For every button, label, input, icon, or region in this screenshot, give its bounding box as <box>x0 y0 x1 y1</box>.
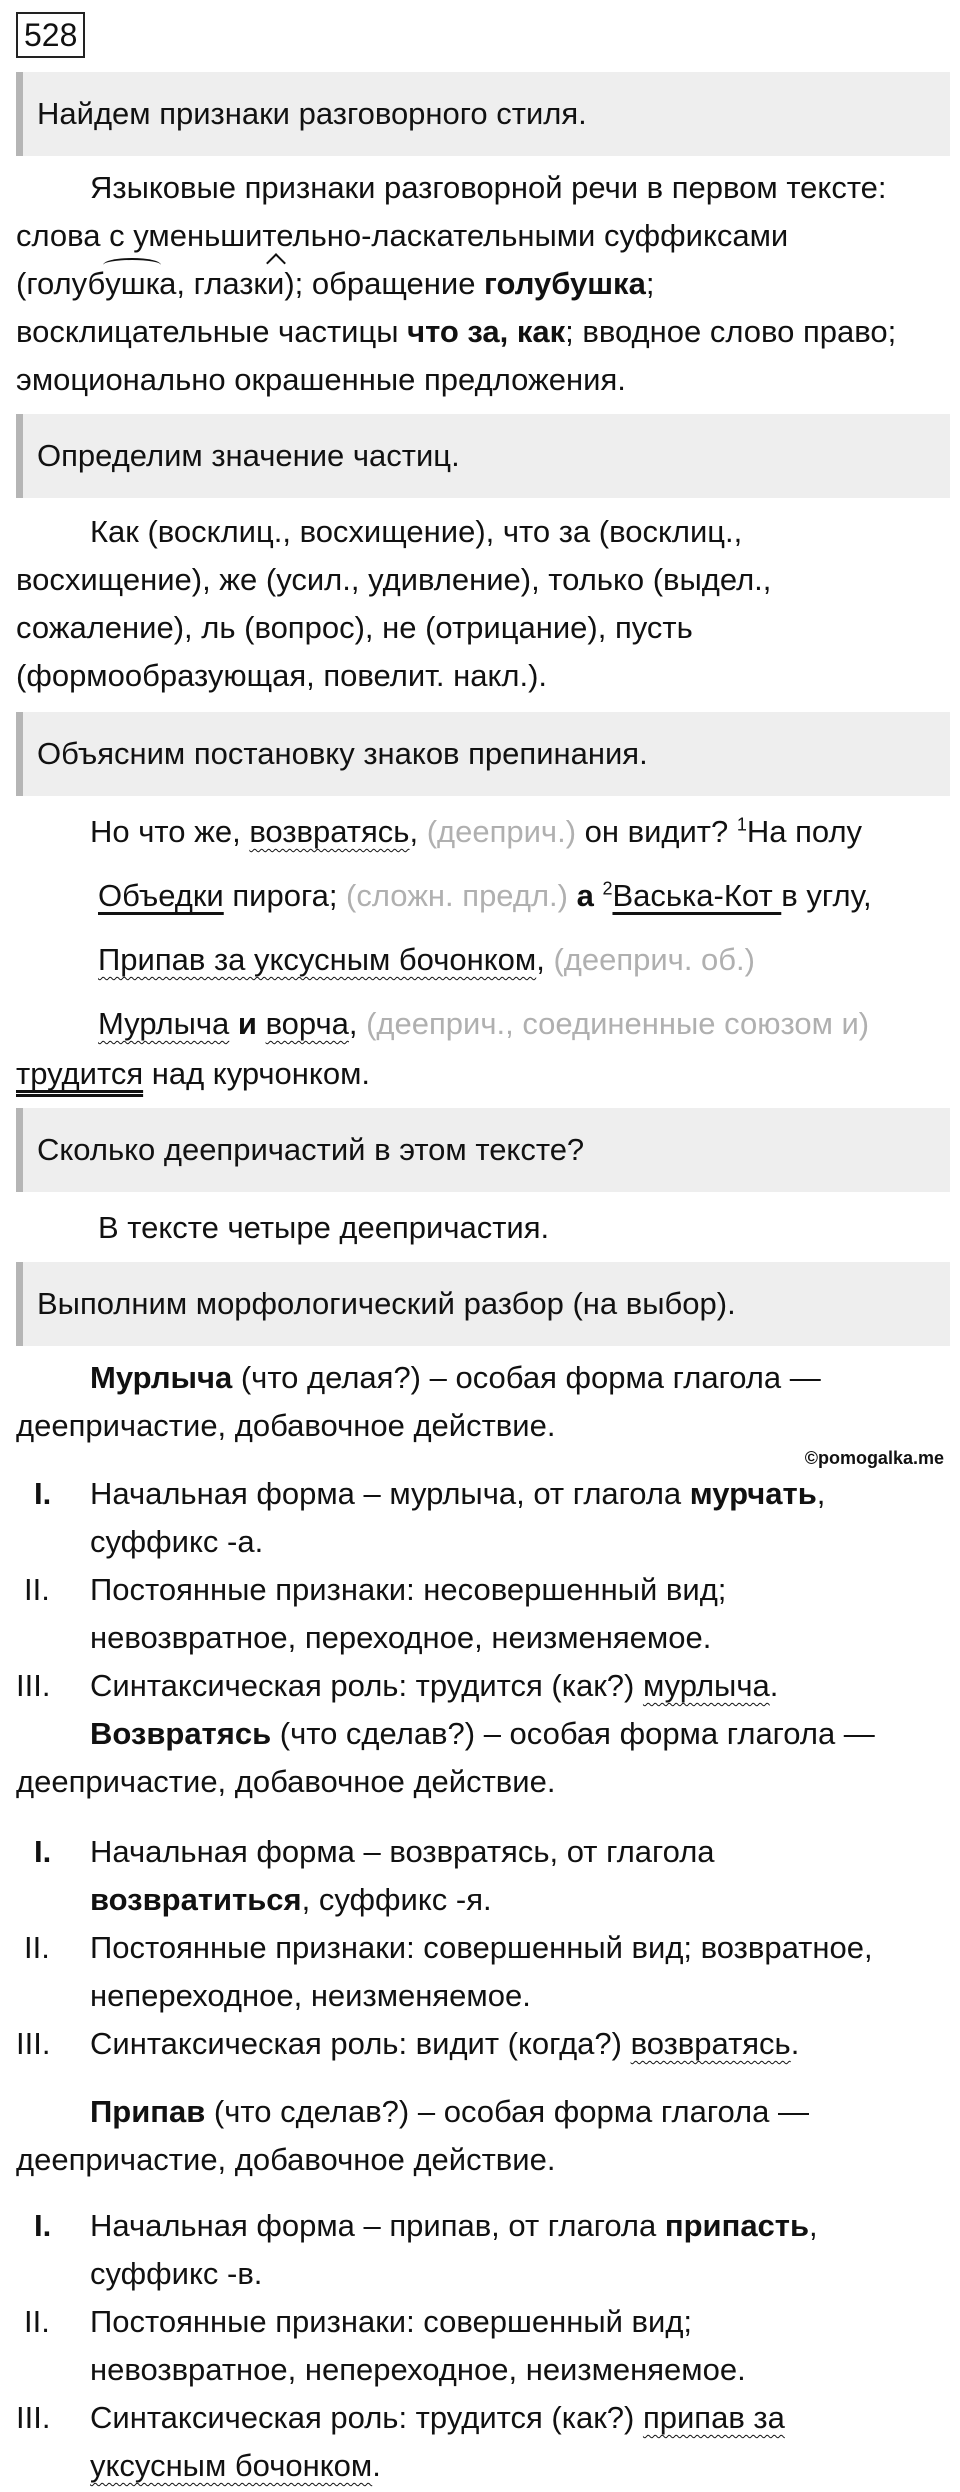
section-header-morphology: Выполним морфологический разбор (на выбор). <box>16 1262 950 1346</box>
section-header-particles: Определим значение частиц. <box>16 414 950 498</box>
text-line: слова с уменьшительно-ласкательными суффиксами <box>16 218 789 253</box>
analysis-pripav-intro <box>16 2088 956 2184</box>
count-answer: В тексте четыре деепричастия. <box>98 1210 550 1245</box>
poem-line-3: Припав за уксусным бочонком, (дееприч. об.) <box>98 942 755 977</box>
analysis-item: III. Синтаксическая роль: трудится (как?) припав за уксусным бочонком. <box>16 2400 785 2483</box>
analysis-item: II. Постоянные признаки: совершенный вид; возвратное, непереходное, неизменяемое. <box>24 1930 873 2013</box>
text-line: эмоционально окрашенные предложения. <box>16 362 626 397</box>
section-header-colloquial-style: Найдем признаки разговорного стиля. <box>16 72 950 156</box>
analysis-item: III. Синтаксическая роль: видит (когда?) возвратясь. <box>16 2026 800 2061</box>
particles-paragraph <box>16 508 956 700</box>
suffix-arc-mark: ушк <box>105 260 159 308</box>
text-line: сожаление), ль (вопрос), не (отрицание), пусть <box>16 610 693 645</box>
colloquial-features-paragraph <box>16 164 956 404</box>
analysis-item: II. Постоянные признаки: совершенный вид; невозвратное, непереходное, неизменяемое. <box>24 2304 746 2387</box>
text-line: Языковые признаки разговорной речи в первом тексте: <box>90 170 887 205</box>
poem-line-2: Объедки пирога; (сложн. предл.) а $^2$Васька-Кот в углу, <box>98 878 872 913</box>
analysis-item: I. Начальная форма – припав, от глагола припасть, суффикс -в. <box>34 2208 818 2291</box>
text-line: деепричастие, добавочное действие. <box>16 1408 556 1443</box>
analysis-item: II. Постоянные признаки: несовершенный вид; невозвратное, переходное, неизменяемое. <box>24 1572 727 1655</box>
text-line: Припав (что сделав?) – особая форма глагола — <box>90 2094 809 2129</box>
text-line: деепричастие, добавочное действие. <box>16 2142 556 2177</box>
analysis-item: I. Начальная форма – возвратясь, от глагола возвратиться, суффикс -я. <box>34 1834 715 1917</box>
analysis-item: III. Синтаксическая роль: трудится (как?) мурлыча. <box>16 1668 779 1703</box>
text-line: Возвратясь (что сделав?) – особая форма глагола — <box>90 1716 875 1751</box>
text-line: восклицательные частицы что за, как; вводное слово право; <box>16 314 897 349</box>
section-header-punctuation: Объясним постановку знаков препинания. <box>16 712 950 796</box>
text-line: деепричастие, добавочное действие. <box>16 1764 556 1799</box>
poem-line-1: Но что же, возвратясь, (дееприч.) он видит? $^1$На полу <box>90 814 863 849</box>
text-line: (формообразующая, повелит. накл.). <box>16 658 548 693</box>
poem-line-5: трудится над курчонком. <box>16 1056 370 1091</box>
analysis-item: I. Начальная форма – мурлыча, от глагола мурчать, суффикс -а. <box>34 1476 826 1559</box>
text-line: Как (восклиц., восхищение), что за (восклиц., <box>90 514 743 549</box>
poem-line-4: Мурлыча и ворча, (дееприч., соединенные союзом и) <box>98 1006 870 1041</box>
exercise-number: 528 <box>16 12 85 58</box>
ending-mark: и <box>267 260 284 308</box>
watermark: ©pomogalka.me <box>804 1448 944 1468</box>
analysis-vozvratyas-intro <box>16 1710 956 1806</box>
analysis-murlycha-intro <box>16 1354 956 1450</box>
section-header-count: Сколько деепричастий в этом тексте? <box>16 1108 950 1192</box>
text-line: восхищение), же (усил., удивление), только (выдел., <box>16 562 772 597</box>
text-line: (голубушка, глазки); обращение голубушка; <box>16 260 956 308</box>
text-line: Мурлыча (что делая?) – особая форма глагола — <box>90 1360 821 1395</box>
